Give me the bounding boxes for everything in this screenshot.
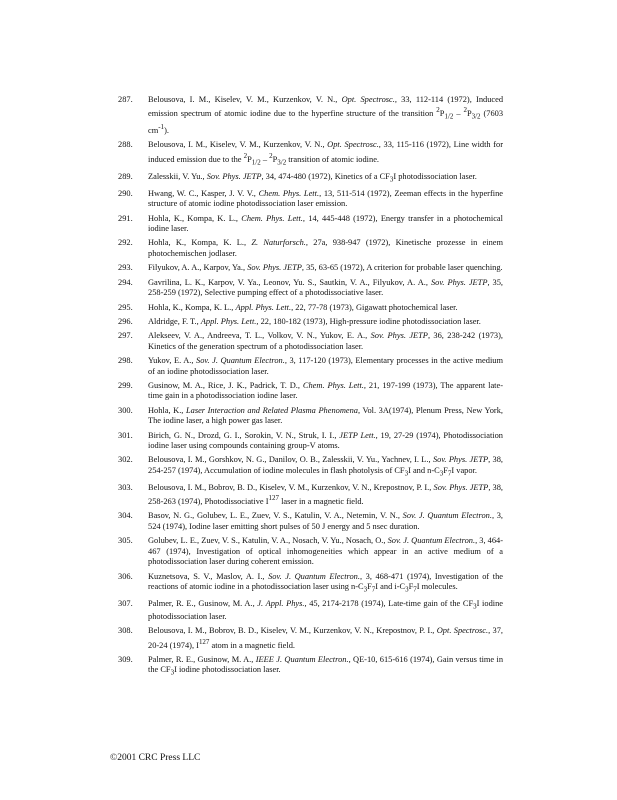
reference-text: Hohla, K., Kompa, K. L., Appl. Phys. Lett., 22, 77-78 (1973), Gigawatt photochemical laser.: [148, 302, 458, 312]
reference-item: [118, 455, 503, 478]
reference-number: 293.: [118, 263, 133, 273]
reference-text: Aldridge, F. T., Appl. Phys. Lett., 22, 180-182 (1973), High-pressure iodine photodissociation laser.: [148, 316, 481, 326]
reference-item: [118, 331, 503, 352]
reference-number: 294.: [118, 277, 133, 287]
reference-text: Gavrilina, L. K., Karpov, V. Ya., Leonov, Yu. S., Sautkin, V. A., Filyukov, A. A., Sov. Phys. JETP, 35, 258-259 (1972), Selective pumping effect of a photodissociative laser.: [148, 277, 503, 298]
reference-item: [118, 189, 503, 210]
reference-text: Palmer, R. E., Gusinow, M. A., J. Appl. Phys., 45, 2174-2178 (1974), Late-time gain of the $CF_3I$ iodine photodissociation laser.: [148, 598, 503, 622]
reference-text: Basov, N. G., Golubev, L. E., Zuev, V. S., Katulin, V. A., Netemin, V. N., Sov. J. Quantum Electron., 3, 524 (1974), Iodine laser emitting short pulses of 50 J energy and 5 nsec duration.: [148, 511, 504, 531]
reference-number: 306.: [118, 571, 133, 581]
reference-text: Hohla, K., Kompa, K. L., Chem. Phys. Lett., 14, 445-448 (1972), Energy transfer in a photochemical iodine laser.: [148, 213, 503, 234]
reference-item: [118, 572, 503, 595]
reference-number: 308.: [118, 626, 133, 636]
reference-item: [118, 278, 503, 299]
reference-item: [118, 381, 503, 402]
reference-number: 290.: [118, 188, 133, 198]
reference-text: Palmer, R. E., Gusinow, M. A., IEEE J. Quantum Electron., QE-10, 615-616 (1974), Gain versus time in the $CF_3I$ iodine photodissociation laser.: [148, 655, 504, 678]
reference-item: [118, 303, 503, 313]
reference-item: [118, 238, 503, 259]
reference-item: [118, 356, 503, 377]
reference-number: 304.: [118, 511, 133, 521]
reference-number: 288.: [118, 140, 133, 150]
reference-text: Filyukov, A. A., Karpov, Ya., Sov. Phys. JETP, 35, 63-65 (1972), A criterion for probable laser quenching.: [148, 263, 503, 273]
reference-number: 298.: [118, 356, 133, 366]
reference-number: 302.: [118, 455, 133, 465]
reference-item: [118, 536, 503, 567]
reference-number: 300.: [118, 405, 133, 415]
reference-item: [118, 599, 503, 622]
reference-number: 305.: [118, 536, 133, 546]
reference-text: Alekseev, V. A., Andreeva, T. L., Volkov, V. N., Yukov, E. A., Sov. Phys. JETP, 36, 238-242 (1973), Kinetics of the generation spectrum of a photodissociation laser.: [148, 331, 503, 351]
reference-number: 287.: [118, 95, 133, 104]
reference-item: [118, 511, 503, 532]
reference-text: Belousova, I. M., Bobrov, B. D., Kiselev, V. M., Kurzenkov, V. N., Krepostnov, P. I., Sov. Phys. JETP, 38, 258-263 (1974), Photodissociative $I^{127}$ laser in a magnetic field.: [148, 482, 504, 507]
reference-text: Hohla, K., Laser Interaction and Related Plasma Phenomena, Vol. 3A(1974), Plenum Press, New York, The iodine laser, a high power gas laser.: [148, 405, 503, 426]
reference-text: Gusinow, M. A., Rice, J. K., Padrick, T. D., Chem. Phys. Lett., 21, 197-199 (1973), The apparent late-time gain in a photodissociation iodine laser.: [148, 380, 503, 401]
reference-item: [118, 655, 503, 678]
copyright-footer: ©2001 CRC Press LLC: [110, 753, 201, 763]
reference-text: Yukov, E. A., Sov. J. Quantum Electron., 3, 117-120 (1973), Elementary processes in the active medium of an iodine photodissociation laser.: [148, 356, 503, 376]
reference-text: Kuznetsova, S. V., Maslov, A. I., Sov. J. Quantum Electron., 3, 468-471 (1974), Investigation of the reactions of atomic iodine in a photodissociation laser using $n-C_3F_7I$ and $i-C_3F_7I$ molecules.: [148, 571, 503, 594]
reference-text: Belousova, I. M., Bobrov, B. D., Kiselev, V. M., Kurzenkov, V. N., Krepostnov, P. I., Opt. Spectrosc., 37, 20-24 (1974), $I^{127}$ atom in a magnetic field.: [148, 626, 504, 650]
reference-item: [118, 140, 503, 167]
reference-number: 289.: [118, 171, 133, 181]
reference-number: 307.: [118, 598, 133, 608]
reference-item: [118, 431, 503, 452]
reference-text: Hohla, K., Kompa, K. L., Z. Naturforsch., 27a, 938-947 (1972), Kinetische prozesse in einem photochemischen jodlaser.: [148, 238, 503, 258]
reference-text: Golubev, L. E., Zuev, V. S., Katulin, V. A., Nosach, V. Yu., Nosach, O., Sov. J. Quantum Electron., 3, 464-467 (1974), Investigation of optical inhomogeneities which appear in an active medium of a photodissociation laser during coherent emission.: [148, 536, 504, 567]
reference-text: Birich, G. N., Drozd, G. I., Sorokin, V. N., Struk, I. I., JETP Lett., 19, 27-29 (1974), Photodissociation iodine laser using compounds containing group-V atoms.: [148, 430, 503, 450]
reference-item: [118, 626, 503, 651]
reference-item: [118, 317, 503, 327]
reference-item: [118, 483, 503, 508]
reference-item: [118, 95, 503, 136]
reference-item: [118, 214, 503, 235]
reference-text: Belousova, I. M., Gorshkov, N. G., Danilov, O. B., Zalesskii, V. Yu., Yachnev, I. L., Sov. Phys. JETP, 38, 254-257 (1974), Accumulation of iodine molecules in flash photolysis of $CF_3I$ and $n-C_3F_7I$ vapor.: [148, 455, 504, 478]
reference-number: 299.: [118, 380, 133, 390]
reference-text: Belousova, I. M., Kiselev, V. M., Kurzenkov, V. N., Opt. Spectrosc., 33, 112-114 (1972), Induced emission spectrum of atomic iodine due to the hyperfine structure of the transition $^2P_{1/2} - ^2P_{3/2}$ (7603 $cm^{-1}$).: [148, 95, 504, 136]
reference-item: [118, 406, 503, 427]
reference-text: Hwang, W. C., Kasper, J. V. V., Chem. Phys. Lett., 13, 511-514 (1972), Zeeman effects in the hyperfine structure of atomic iodine photodissociation laser emission.: [148, 188, 503, 209]
reference-number: 309.: [118, 655, 133, 665]
reference-number: 303.: [118, 482, 133, 492]
reference-item: [118, 263, 503, 273]
reference-item: [118, 172, 503, 185]
reference-number: 291.: [118, 213, 133, 223]
reference-number: 295.: [118, 302, 133, 312]
reference-number: 297.: [118, 331, 133, 341]
reference-text: Zalesskii, V. Yu., Sov. Phys. JETP, 34, 474-480 (1972), Kinetics of a $CF_3I$ photodissociation laser.: [148, 171, 477, 184]
reference-number: 292.: [118, 238, 133, 248]
reference-number: 296.: [118, 316, 133, 326]
reference-number: 301.: [118, 430, 133, 440]
reference-list: [118, 95, 503, 683]
reference-text: Belousova, I. M., Kiselev, V. M., Kurzenkov, V. N., Opt. Spectrosc., 33, 115-116 (1972), Line width for induced emission due to the $^2P_{1/2} - ^2P_{3/2}$ transition of atomic iodine.: [148, 140, 504, 167]
